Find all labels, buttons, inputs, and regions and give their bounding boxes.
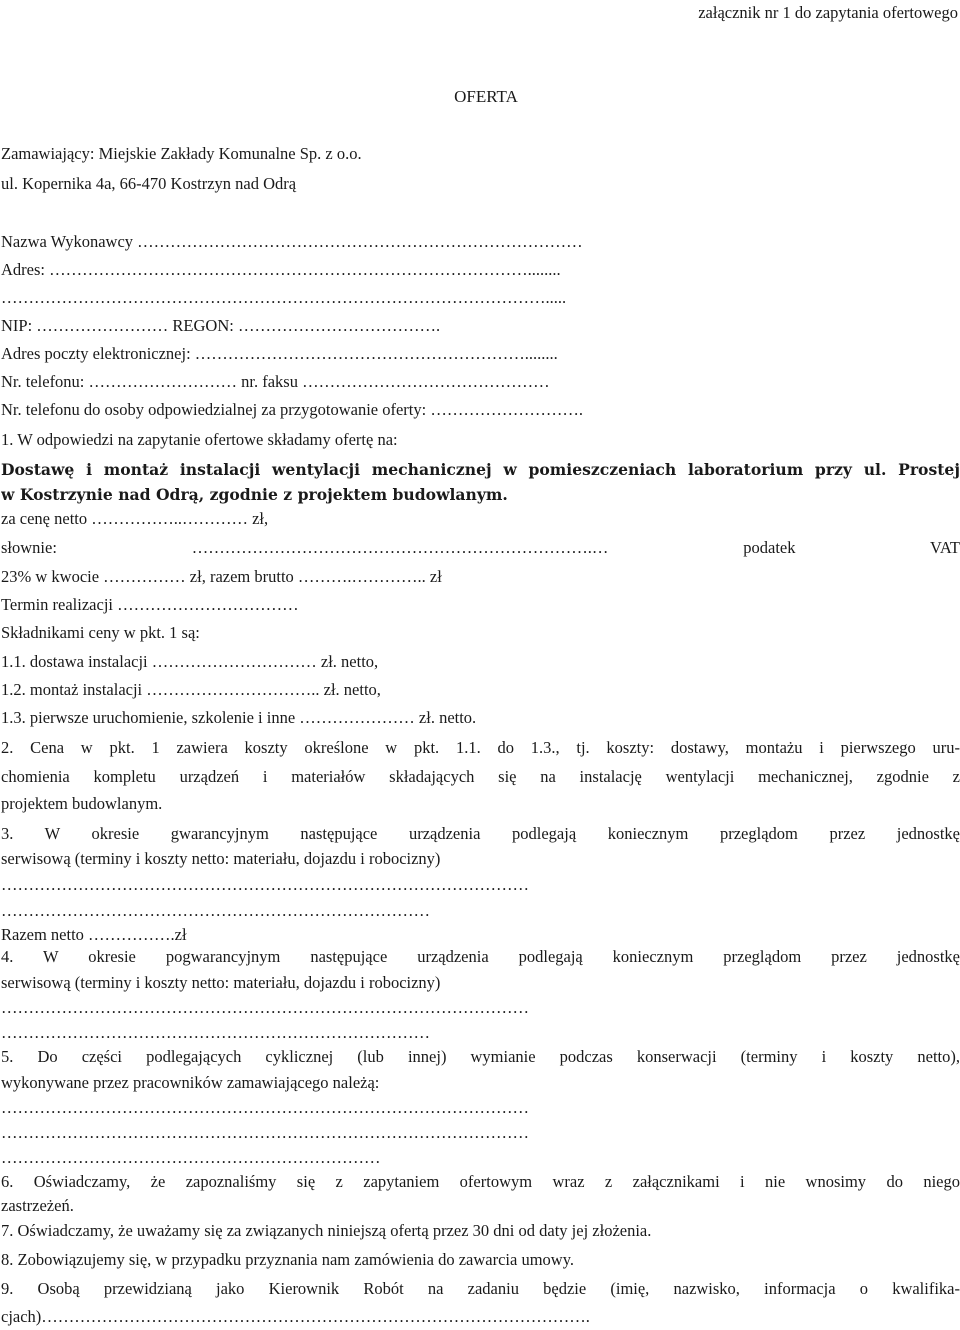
price-components-heading: Składnikami ceny w pkt. 1 są:	[1, 623, 200, 642]
section-3-total-net: Razem netto …………….zł	[1, 925, 187, 944]
section-3-dots-1: ……………………………………………………………………………………	[1, 875, 529, 894]
section-9-line-2: cjach)……………………………………………………………………………………….	[1, 1307, 590, 1326]
section-9-line-1: 9. Osobą przewidzianą jako Kierownik Robót na zadaniu będzie (imię, nazwisko, informacja o kwalifika-	[1, 1279, 960, 1298]
section-6-line-2: zastrzeżeń.	[1, 1196, 74, 1215]
annex-label: załącznik nr 1 do zapytania ofertowego	[698, 3, 958, 22]
subject-of-offer: Dostawę i montaż instalacji wentylacji mechanicznej w pomieszczeniach laboratorium przy ul. Prostej	[1, 460, 960, 479]
subject-of-offer-cont: w Kostrzynie nad Odrą, zgodnie z projektem budowlanym.	[1, 485, 508, 504]
page-title: OFERTA	[454, 87, 518, 106]
phone-fax-field: Nr. telefonu: ……………………… nr. faksu ………………………………………	[1, 372, 550, 391]
component-startup: 1.3. pierwsze uruchomienie, szkolenie i inne ………………… zł. netto.	[1, 708, 477, 727]
contractor-address-field: Adres: ……………………………………………………………………………........	[1, 260, 561, 279]
section-3-line-2: serwisową (terminy i koszty netto: materiału, dojazdu i robocizny)	[1, 849, 441, 868]
email-field: Adres poczty elektronicznej: ……………………………………………………........	[1, 344, 558, 363]
section-7: 7. Oświadczamy, że uważamy się za związanych niniejszą ofertą przez 30 dni od daty jej złożenia.	[1, 1221, 652, 1240]
contractor-name-field: Nazwa Wykonawcy ………………………………………………………………………	[1, 232, 583, 251]
section-6-line-1: 6. Oświadczamy, że zapoznaliśmy się z zapytaniem ofertowym wraz z załącznikami i nie wnosimy do niego	[1, 1172, 960, 1191]
section-4-dots-1: ……………………………………………………………………………………	[1, 998, 529, 1017]
component-delivery: 1.1. dostawa instalacji ………………………… zł. netto,	[1, 652, 379, 671]
section-4-line-1: 4. W okresie pogwarancyjnym następujące urządzenia podlegają koniecznym przeglądom przez jednostkę	[1, 947, 960, 966]
component-installation: 1.2. montaż instalacji ………………………….. zł. netto,	[1, 680, 381, 699]
section-1-intro: 1. W odpowiedzi na zapytanie ofertowe składamy ofertę na:	[1, 430, 398, 449]
section-3-line-1: 3. W okresie gwarancyjnym następujące urządzenia podlegają koniecznym przeglądom przez jednostkę	[1, 824, 960, 843]
section-5-dots-2: ……………………………………………………………………………………	[1, 1123, 529, 1142]
section-2-line-1: 2. Cena w pkt. 1 zawiera koszty określone w pkt. 1.1. do 1.3., tj. koszty: dostawy, montażu i pierwszego uru-	[1, 738, 960, 757]
section-5-line-2: wykonywane przez pracowników zamawiającego należą:	[1, 1073, 380, 1092]
net-price-field: za cenę netto ……………..………… zł,	[1, 509, 269, 528]
section-5-line-1: 5. Do części podlegających cyklicznej (lub innej) wymianie podczas konserwacji (terminy i koszty netto),	[1, 1047, 960, 1066]
section-4-dots-2: ……………………………………………………………………	[1, 1023, 430, 1042]
section-4-line-2: serwisową (terminy i koszty netto: materiału, dojazdu i robocizny)	[1, 973, 441, 992]
contractor-address-line-2: ……………………………………………………………………………………….....	[1, 288, 567, 307]
section-2-line-2: chomienia kompletu urządzeń i materiałów składających się na instalację wentylacji mechanicznej, zgodnie z	[1, 767, 960, 786]
price-in-words-field: słownie: ……………………………………………………………….… podatek VAT	[1, 538, 960, 557]
completion-date-field: Termin realizacji ……………………………	[1, 595, 299, 614]
nip-regon-field: NIP: …………………… REGON: ……………………………….	[1, 316, 441, 335]
section-5-dots-1: ……………………………………………………………………………………	[1, 1098, 529, 1117]
vat-gross-field: 23% w kwocie …………… zł, razem brutto ……….………….. zł	[1, 567, 442, 586]
buyer-name: Zamawiający: Miejskie Zakłady Komunalne Sp. z o.o.	[1, 144, 362, 163]
buyer-address: ul. Kopernika 4a, 66-470 Kostrzyn nad Odrą	[1, 174, 297, 193]
contact-phone-field: Nr. telefonu do osoby odpowiedzialnej za przygotowanie oferty: ……………………….	[1, 400, 583, 419]
section-8: 8. Zobowiązujemy się, w przypadku przyznania nam zamówienia do zawarcia umowy.	[1, 1250, 575, 1269]
section-2-line-3: projektem budowlanym.	[1, 794, 163, 813]
section-3-dots-2: ……………………………………………………………………	[1, 901, 430, 920]
section-5-dots-3: ……………………………………………………………	[1, 1148, 381, 1167]
